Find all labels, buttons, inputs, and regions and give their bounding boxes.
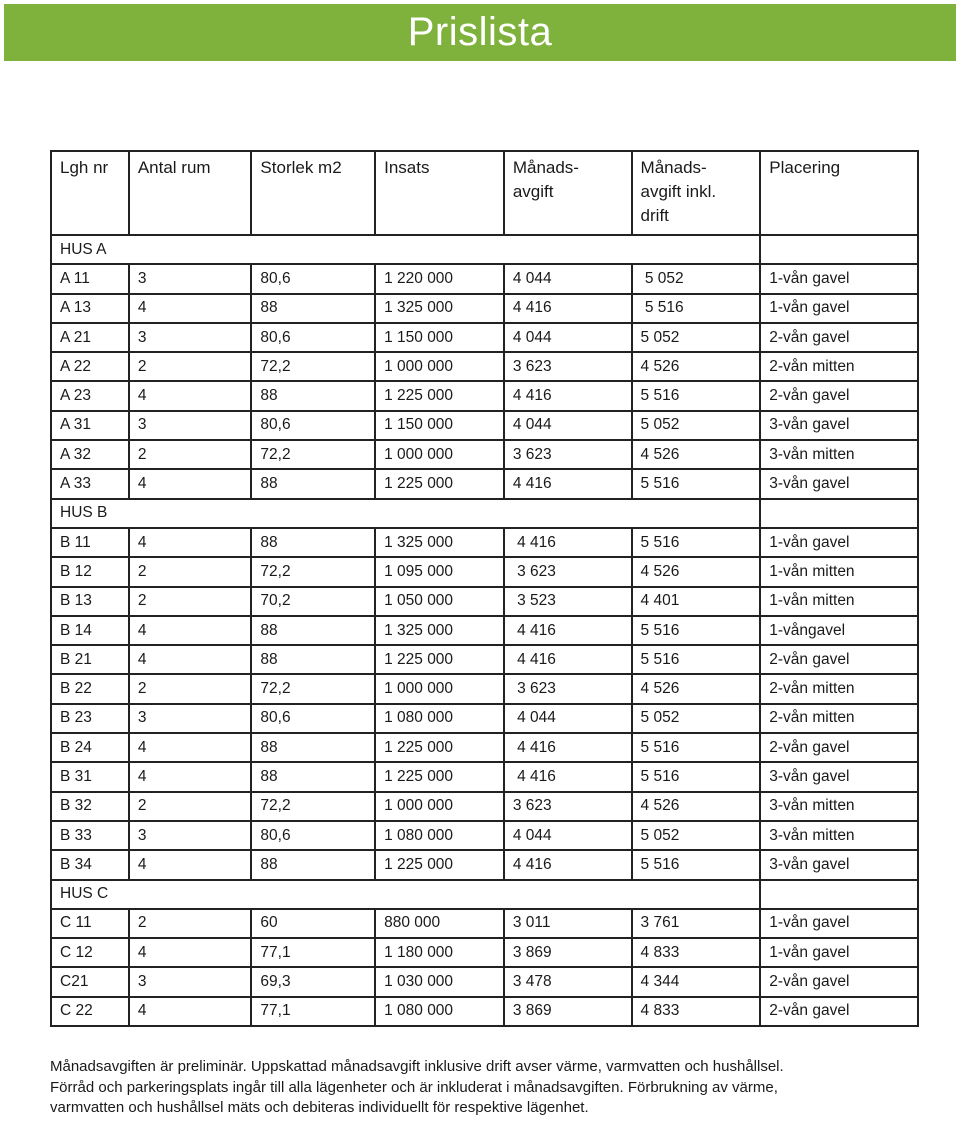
- cell-antal-rum: 4: [129, 294, 252, 323]
- cell-antal-rum: 3: [129, 704, 252, 733]
- cell-insats: 1 080 000: [375, 704, 504, 733]
- cell-storlek: 72,2: [251, 674, 375, 703]
- cell-manadsavgift-drift: 4 526: [632, 557, 761, 586]
- group-placering-empty: [760, 880, 918, 909]
- cell-placering: 2-vån gavel: [760, 733, 918, 762]
- cell-insats: 1 225 000: [375, 381, 504, 410]
- header-storlek: Storlek m2: [251, 151, 375, 235]
- cell-lgh-nr: A 13: [51, 294, 129, 323]
- cell-lgh-nr: A 31: [51, 411, 129, 440]
- cell-manadsavgift: 3 623: [504, 440, 632, 469]
- cell-placering: 3-vån gavel: [760, 850, 918, 879]
- cell-manadsavgift: 3 478: [504, 967, 632, 996]
- cell-storlek: 80,6: [251, 411, 375, 440]
- cell-manadsavgift: 3 623: [504, 352, 632, 381]
- table-row: [51, 997, 918, 1026]
- cell-lgh-nr: A 21: [51, 323, 129, 352]
- cell-antal-rum: 4: [129, 616, 252, 645]
- cell-manadsavgift-drift: 4 526: [632, 792, 761, 821]
- footer-notes: [50, 1057, 930, 1119]
- table-row: [51, 587, 918, 616]
- cell-insats: 1 095 000: [375, 557, 504, 586]
- group-label: HUS A: [51, 235, 760, 264]
- cell-insats: 1 030 000: [375, 967, 504, 996]
- cell-antal-rum: 4: [129, 528, 252, 557]
- cell-manadsavgift-drift: 5 052: [632, 704, 761, 733]
- table-row: [51, 557, 918, 586]
- cell-antal-rum: 4: [129, 733, 252, 762]
- cell-lgh-nr: B 22: [51, 674, 129, 703]
- table-row: [51, 440, 918, 469]
- footer-line: Förråd och parkeringsplats ingår till alla lägenheter och är inkluderat i månadsavgiften. Förbrukning av värme,: [50, 1078, 778, 1096]
- cell-storlek: 77,1: [251, 938, 375, 967]
- cell-insats: 1 000 000: [375, 674, 504, 703]
- cell-insats: 1 150 000: [375, 411, 504, 440]
- cell-placering: 2-vån mitten: [760, 704, 918, 733]
- cell-placering: 1-vån gavel: [760, 938, 918, 967]
- cell-manadsavgift: 3 623: [504, 557, 632, 586]
- cell-placering: 3-vån mitten: [760, 792, 918, 821]
- cell-antal-rum: 4: [129, 850, 252, 879]
- cell-manadsavgift: 3 869: [504, 997, 632, 1026]
- cell-lgh-nr: A 33: [51, 469, 129, 498]
- cell-placering: 2-vån gavel: [760, 323, 918, 352]
- table-row: [51, 792, 918, 821]
- cell-placering: 3-vån gavel: [760, 411, 918, 440]
- cell-manadsavgift-drift: 5 516: [632, 381, 761, 410]
- table-row: [51, 469, 918, 498]
- cell-manadsavgift-drift: 4 526: [632, 352, 761, 381]
- cell-insats: 1 225 000: [375, 850, 504, 879]
- cell-lgh-nr: C 22: [51, 997, 129, 1026]
- cell-manadsavgift: 3 869: [504, 938, 632, 967]
- cell-placering: 2-vån gavel: [760, 645, 918, 674]
- cell-manadsavgift-drift: 4 833: [632, 997, 761, 1026]
- cell-placering: 3-vån mitten: [760, 440, 918, 469]
- cell-antal-rum: 3: [129, 264, 252, 293]
- cell-storlek: 80,6: [251, 323, 375, 352]
- cell-storlek: 88: [251, 733, 375, 762]
- table-row: [51, 762, 918, 791]
- cell-lgh-nr: B 14: [51, 616, 129, 645]
- cell-placering: 1-vån gavel: [760, 909, 918, 938]
- cell-manadsavgift: 4 416: [504, 469, 632, 498]
- cell-lgh-nr: B 33: [51, 821, 129, 850]
- table-row: [51, 264, 918, 293]
- table-row: [51, 967, 918, 996]
- cell-lgh-nr: C 12: [51, 938, 129, 967]
- group-header-row: [51, 499, 918, 528]
- page-title: Prislista: [407, 10, 553, 54]
- cell-lgh-nr: A 11: [51, 264, 129, 293]
- cell-antal-rum: 4: [129, 381, 252, 410]
- cell-lgh-nr: B 31: [51, 762, 129, 791]
- cell-manadsavgift-drift: 5 516: [632, 645, 761, 674]
- cell-placering: 2-vån gavel: [760, 381, 918, 410]
- cell-placering: 1-vån gavel: [760, 528, 918, 557]
- cell-antal-rum: 3: [129, 967, 252, 996]
- cell-insats: 1 000 000: [375, 440, 504, 469]
- cell-antal-rum: 4: [129, 938, 252, 967]
- cell-insats: 1 220 000: [375, 264, 504, 293]
- cell-manadsavgift: 4 044: [504, 264, 632, 293]
- cell-manadsavgift-drift: 5 516: [632, 528, 761, 557]
- cell-lgh-nr: B 21: [51, 645, 129, 674]
- cell-manadsavgift: 4 044: [504, 821, 632, 850]
- header-insats: Insats: [375, 151, 504, 235]
- cell-manadsavgift-drift: 5 516: [632, 733, 761, 762]
- cell-manadsavgift-drift: 3 761: [632, 909, 761, 938]
- cell-storlek: 88: [251, 645, 375, 674]
- cell-manadsavgift-drift: 4 344: [632, 967, 761, 996]
- cell-manadsavgift: 4 416: [504, 645, 632, 674]
- cell-storlek: 80,6: [251, 821, 375, 850]
- cell-placering: 3-vån gavel: [760, 762, 918, 791]
- cell-placering: 3-vån mitten: [760, 821, 918, 850]
- cell-lgh-nr: B 32: [51, 792, 129, 821]
- cell-manadsavgift-drift: 5 516: [632, 762, 761, 791]
- cell-antal-rum: 3: [129, 411, 252, 440]
- cell-lgh-nr: B 24: [51, 733, 129, 762]
- header-row: [51, 151, 918, 235]
- footer-line: Månadsavgiften är preliminär. Uppskattad månadsavgift inklusive drift avser värme, varmvatten och hushållsel.: [50, 1058, 784, 1075]
- cell-manadsavgift-drift: 5 516: [632, 469, 761, 498]
- cell-insats: 1 225 000: [375, 762, 504, 791]
- cell-antal-rum: 2: [129, 909, 252, 938]
- cell-storlek: 88: [251, 850, 375, 879]
- cell-manadsavgift-drift: 5 052: [632, 821, 761, 850]
- table-row: [51, 528, 918, 557]
- cell-manadsavgift-drift: 5 052: [632, 264, 761, 293]
- cell-antal-rum: 2: [129, 587, 252, 616]
- cell-antal-rum: 4: [129, 469, 252, 498]
- table-row: [51, 411, 918, 440]
- cell-storlek: 70,2: [251, 587, 375, 616]
- cell-lgh-nr: C21: [51, 967, 129, 996]
- cell-manadsavgift-drift: 4 833: [632, 938, 761, 967]
- cell-manadsavgift: 4 044: [504, 411, 632, 440]
- cell-antal-rum: 3: [129, 821, 252, 850]
- cell-lgh-nr: B 34: [51, 850, 129, 879]
- cell-insats: 1 325 000: [375, 616, 504, 645]
- cell-antal-rum: 2: [129, 440, 252, 469]
- group-header-row: [51, 880, 918, 909]
- table-row: [51, 821, 918, 850]
- cell-antal-rum: 2: [129, 352, 252, 381]
- cell-storlek: 88: [251, 381, 375, 410]
- cell-placering: 1-vån gavel: [760, 294, 918, 323]
- cell-manadsavgift-drift: 5 516: [632, 294, 761, 323]
- cell-manadsavgift-drift: 5 052: [632, 411, 761, 440]
- table-row: [51, 616, 918, 645]
- cell-storlek: 88: [251, 762, 375, 791]
- cell-storlek: 72,2: [251, 792, 375, 821]
- cell-insats: 1 225 000: [375, 733, 504, 762]
- cell-antal-rum: 4: [129, 645, 252, 674]
- cell-storlek: 80,6: [251, 264, 375, 293]
- cell-manadsavgift: 4 416: [504, 762, 632, 791]
- table-row: [51, 909, 918, 938]
- cell-insats: 1 080 000: [375, 997, 504, 1026]
- cell-lgh-nr: A 22: [51, 352, 129, 381]
- header-manadsavgift: Månads- avgift: [504, 151, 632, 235]
- table-row: [51, 938, 918, 967]
- cell-lgh-nr: B 23: [51, 704, 129, 733]
- table-row: [51, 733, 918, 762]
- cell-antal-rum: 2: [129, 674, 252, 703]
- cell-lgh-nr: B 13: [51, 587, 129, 616]
- group-label: HUS B: [51, 499, 760, 528]
- cell-placering: 1-vån gavel: [760, 264, 918, 293]
- cell-lgh-nr: B 12: [51, 557, 129, 586]
- cell-placering: 2-vån gavel: [760, 967, 918, 996]
- cell-storlek: 72,2: [251, 440, 375, 469]
- cell-manadsavgift-drift: 4 526: [632, 674, 761, 703]
- cell-manadsavgift-drift: 4 401: [632, 587, 761, 616]
- header-lgh-nr: Lgh nr: [51, 151, 129, 235]
- cell-manadsavgift: 3 623: [504, 674, 632, 703]
- cell-lgh-nr: A 23: [51, 381, 129, 410]
- cell-storlek: 72,2: [251, 557, 375, 586]
- cell-insats: 1 180 000: [375, 938, 504, 967]
- table-row: [51, 381, 918, 410]
- cell-insats: 1 000 000: [375, 792, 504, 821]
- cell-storlek: 80,6: [251, 704, 375, 733]
- group-placering-empty: [760, 235, 918, 264]
- cell-manadsavgift-drift: 5 052: [632, 323, 761, 352]
- cell-manadsavgift: 4 416: [504, 733, 632, 762]
- group-header-row: [51, 235, 918, 264]
- cell-antal-rum: 2: [129, 792, 252, 821]
- table-row: [51, 674, 918, 703]
- cell-storlek: 60: [251, 909, 375, 938]
- cell-manadsavgift: 4 416: [504, 294, 632, 323]
- table-row: [51, 704, 918, 733]
- cell-manadsavgift-drift: 5 516: [632, 616, 761, 645]
- cell-insats: 1 000 000: [375, 352, 504, 381]
- cell-manadsavgift-drift: 5 516: [632, 850, 761, 879]
- cell-manadsavgift: 4 416: [504, 616, 632, 645]
- cell-manadsavgift: 3 623: [504, 792, 632, 821]
- cell-manadsavgift: 3 011: [504, 909, 632, 938]
- cell-placering: 2-vån mitten: [760, 674, 918, 703]
- cell-storlek: 88: [251, 616, 375, 645]
- title-banner: [4, 4, 956, 61]
- cell-placering: 2-vån gavel: [760, 997, 918, 1026]
- cell-manadsavgift: 4 044: [504, 323, 632, 352]
- table-row: [51, 323, 918, 352]
- cell-manadsavgift: 3 523: [504, 587, 632, 616]
- table-row: [51, 645, 918, 674]
- cell-insats: 1 225 000: [375, 645, 504, 674]
- cell-manadsavgift: 4 416: [504, 381, 632, 410]
- cell-storlek: 88: [251, 294, 375, 323]
- cell-insats: 1 080 000: [375, 821, 504, 850]
- cell-antal-rum: 2: [129, 557, 252, 586]
- cell-antal-rum: 3: [129, 323, 252, 352]
- cell-antal-rum: 4: [129, 997, 252, 1026]
- cell-storlek: 69,3: [251, 967, 375, 996]
- footer-line: varmvatten och hushållsel mäts och debiteras individuellt för respektive lägenhet.: [50, 1099, 589, 1116]
- cell-manadsavgift-drift: 4 526: [632, 440, 761, 469]
- cell-insats: 880 000: [375, 909, 504, 938]
- table-row: [51, 294, 918, 323]
- group-placering-empty: [760, 499, 918, 528]
- cell-storlek: 88: [251, 469, 375, 498]
- cell-insats: 1 325 000: [375, 294, 504, 323]
- cell-insats: 1 150 000: [375, 323, 504, 352]
- header-antal-rum: Antal rum: [129, 151, 252, 235]
- table-row: [51, 352, 918, 381]
- cell-lgh-nr: B 11: [51, 528, 129, 557]
- table-row: [51, 850, 918, 879]
- cell-placering: 3-vån gavel: [760, 469, 918, 498]
- cell-placering: 1-vångavel: [760, 616, 918, 645]
- cell-antal-rum: 4: [129, 762, 252, 791]
- cell-manadsavgift: 4 416: [504, 850, 632, 879]
- cell-placering: 1-vån mitten: [760, 557, 918, 586]
- cell-insats: 1 050 000: [375, 587, 504, 616]
- price-table: [50, 150, 919, 1027]
- cell-insats: 1 225 000: [375, 469, 504, 498]
- header-manadsavgift-drift: Månads- avgift inkl. drift: [632, 151, 761, 235]
- cell-placering: 2-vån mitten: [760, 352, 918, 381]
- cell-storlek: 88: [251, 528, 375, 557]
- cell-lgh-nr: A 32: [51, 440, 129, 469]
- cell-storlek: 72,2: [251, 352, 375, 381]
- cell-storlek: 77,1: [251, 997, 375, 1026]
- header-placering: Placering: [760, 151, 918, 235]
- cell-lgh-nr: C 11: [51, 909, 129, 938]
- cell-insats: 1 325 000: [375, 528, 504, 557]
- group-label: HUS C: [51, 880, 760, 909]
- cell-manadsavgift: 4 416: [504, 528, 632, 557]
- cell-placering: 1-vån mitten: [760, 587, 918, 616]
- cell-manadsavgift: 4 044: [504, 704, 632, 733]
